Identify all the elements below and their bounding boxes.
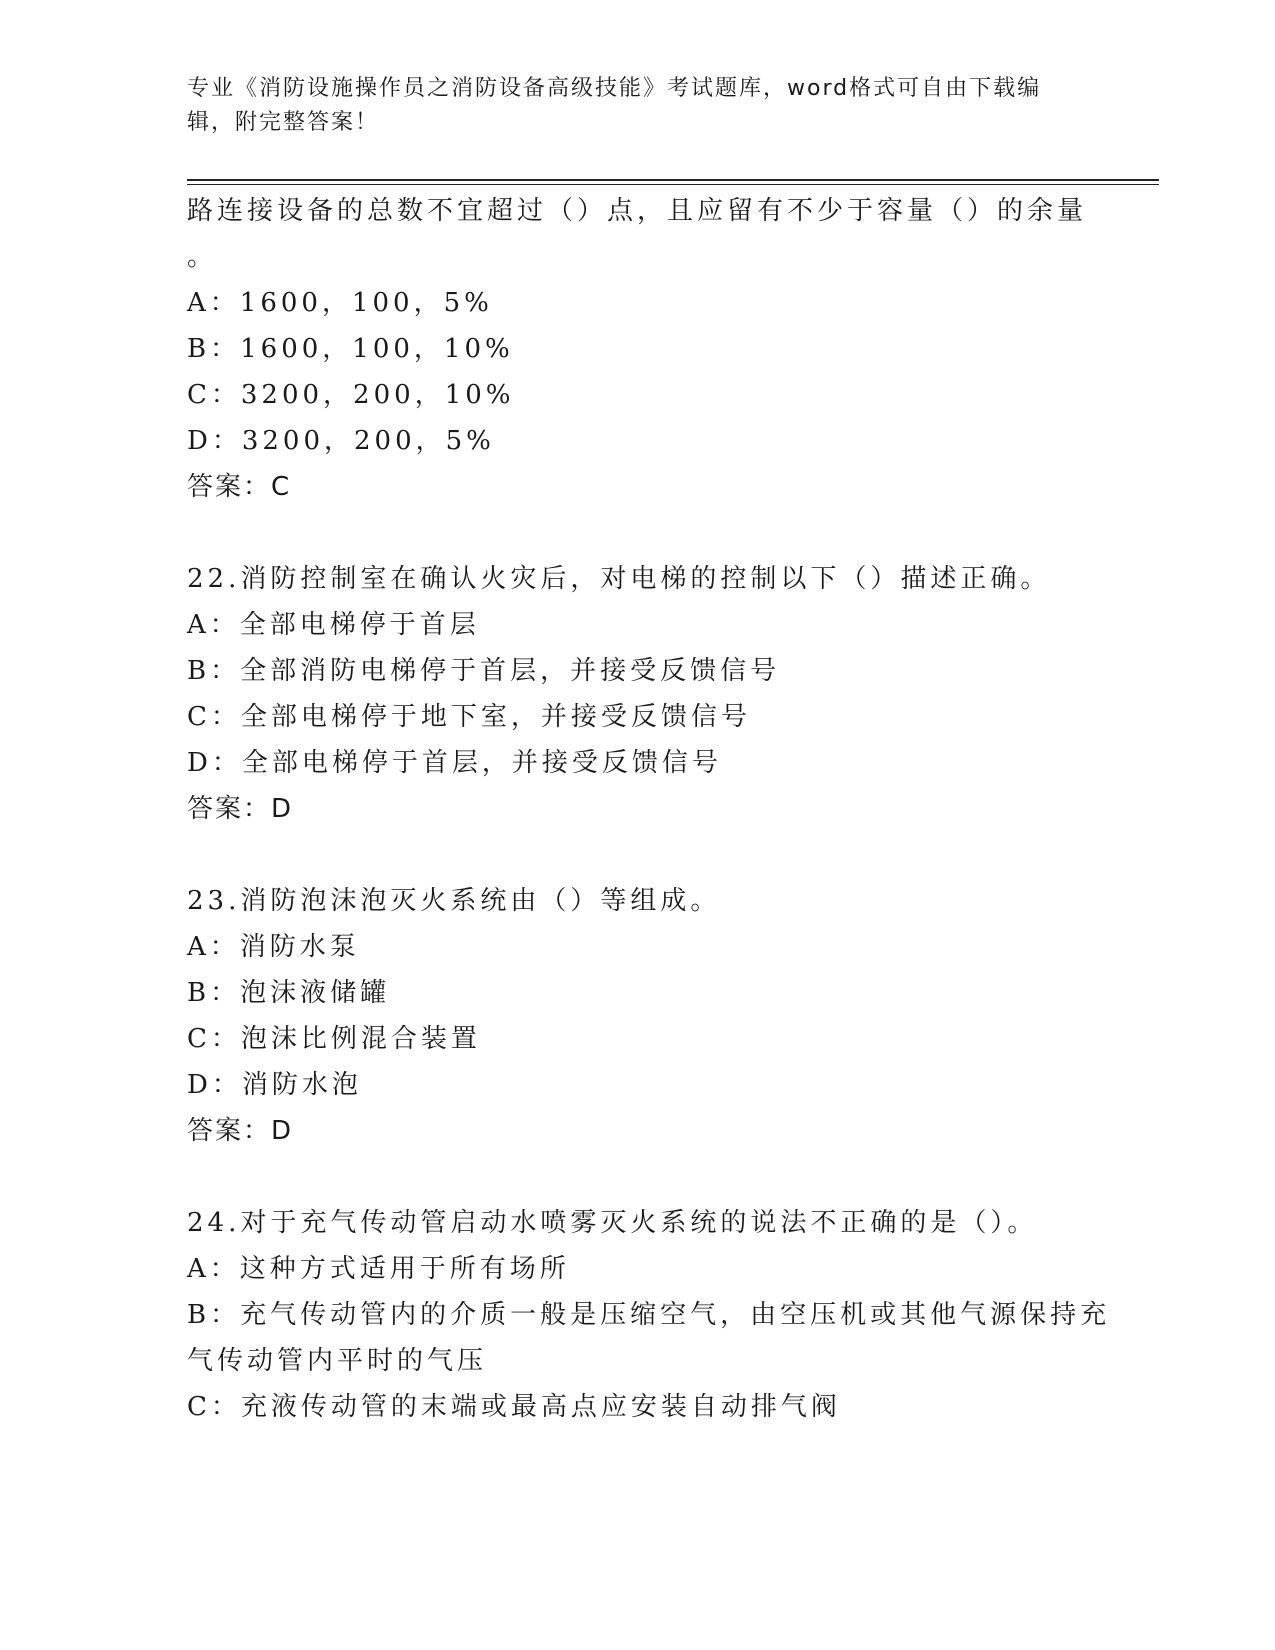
question-stem: 23.消防泡沫泡灭火系统由（）等组成。: [187, 886, 721, 916]
document-header: 专业《消防设施操作员之消防设备高级技能》考试题库，word格式可自由下载编辑，附完整答案！: [187, 76, 1042, 135]
question-stem: 24.对于充气传动管启动水喷雾灭火系统的说法不正确的是（）。: [187, 1208, 1038, 1238]
option-b: B：泡沫液储罐: [187, 978, 391, 1008]
option-b-continued: 气传动管内平时的气压: [187, 1346, 488, 1376]
option-d: D：消防水泡: [187, 1070, 362, 1100]
question-21-continued: [187, 188, 1087, 510]
answer-label: 答案：D: [187, 1116, 294, 1146]
header-rule-thick: [187, 179, 1159, 181]
question-list: [187, 188, 1111, 1430]
answer-label: 答案：C: [187, 472, 292, 502]
question-stem: 。: [187, 242, 218, 272]
option-a: A：消防水泵: [187, 932, 360, 962]
option-b: B：全部消防电梯停于首层，并接受反馈信号: [187, 656, 781, 686]
option-d: D：3200，200，5%: [187, 426, 495, 456]
option-a: A：全部电梯停于首层: [187, 610, 480, 640]
option-c: C：充液传动管的末端或最高点应安装自动排气阀: [187, 1392, 841, 1422]
question-23: [187, 878, 1087, 1154]
question-24: [187, 1200, 1111, 1430]
option-c: C：泡沫比例混合装置: [187, 1024, 481, 1054]
question-22: [187, 556, 1087, 832]
option-a: A：1600，100，5%: [187, 288, 493, 318]
question-stem: 路连接设备的总数不宜超过（）点，且应留有不少于容量（）的余量: [187, 196, 1088, 226]
question-stem: 22.消防控制室在确认火灾后，对电梯的控制以下（）描述正确。: [187, 564, 1051, 594]
header-rule-thin: [187, 184, 1159, 185]
option-d: D：全部电梯停于首层，并接受反馈信号: [187, 748, 722, 778]
option-c: C：3200，200，10%: [187, 380, 515, 410]
option-b: B：1600，100，10%: [187, 334, 514, 364]
option-a: A：这种方式适用于所有场所: [187, 1254, 570, 1284]
answer-label: 答案：D: [187, 794, 294, 824]
option-b: B：充气传动管内的介质一般是压缩空气，由空压机或其他气源保持充: [187, 1300, 1111, 1330]
option-c: C：全部电梯停于地下室，并接受反馈信号: [187, 702, 751, 732]
